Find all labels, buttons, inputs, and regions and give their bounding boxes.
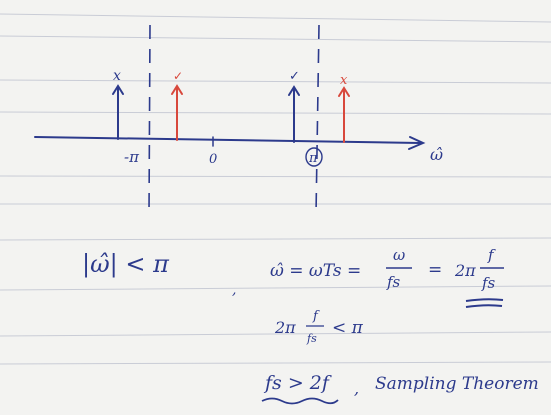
mark-check-right: ✓	[289, 69, 300, 84]
condition-text: |ω̂| < π	[82, 250, 169, 278]
ineq-lt-pi: < π	[332, 318, 363, 338]
impulse-red-right	[339, 88, 349, 142]
label-omega-hat: ω̂	[430, 145, 444, 164]
frac1-numerator: ω	[393, 246, 406, 264]
mark-x-far-left: x	[113, 68, 121, 84]
theorem-label: Sampling Theorem	[375, 374, 539, 394]
relation-two-pi: 2π	[455, 261, 476, 280]
ineq-two-pi: 2π	[275, 318, 296, 337]
relation-lhs: ω̂ = ωTs =	[270, 261, 362, 281]
sampling-theorem	[262, 372, 539, 404]
mark-x-red-right: x	[340, 73, 348, 88]
boundary-minus-pi	[149, 25, 150, 215]
label-zero: 0	[209, 152, 218, 167]
impulse-right	[289, 87, 299, 142]
frequency-axis	[35, 137, 423, 149]
frac1-denominator: fs	[387, 273, 401, 291]
frac2-denominator: fs	[482, 274, 496, 292]
theorem-comma: ,	[354, 379, 360, 398]
underline-1	[466, 299, 503, 301]
frac2-numerator: f	[488, 246, 494, 264]
inequality	[274, 309, 364, 345]
mark-check-red-left: ✓	[173, 69, 184, 83]
underline-2	[466, 305, 502, 307]
boundary-pi	[316, 25, 319, 215]
ruled-lines	[0, 14, 551, 364]
label-pi: π	[309, 151, 318, 166]
relation-eq2: =	[428, 260, 443, 280]
ineq-frac-denominator: fs	[307, 332, 317, 345]
wavy-underline	[262, 399, 338, 404]
relation-equation	[270, 246, 504, 307]
impulses	[113, 86, 349, 142]
comma-1: ,	[232, 282, 237, 298]
ineq-frac-numerator: f	[313, 309, 318, 324]
theorem-expression: fs > 2f	[265, 372, 329, 394]
label-minus-pi: -π	[124, 148, 139, 166]
